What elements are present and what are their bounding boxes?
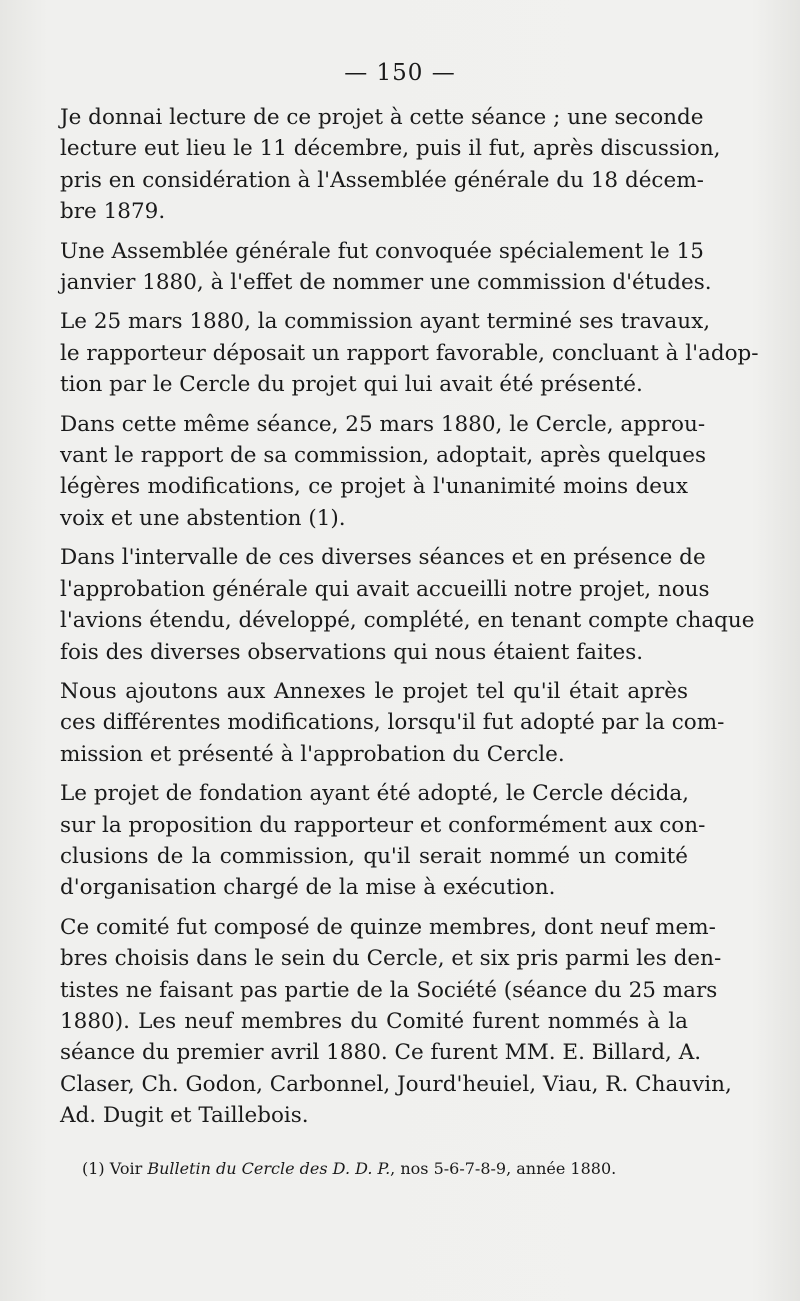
text-line: le rapporteur déposait un rapport favorable, concluant à l'adop- [60,340,759,366]
footnote-text-before: Voir [109,1159,143,1178]
text-line: Une Assemblée générale fut convoquée spécialement le 15 [60,238,704,264]
text-line: lecture eut lieu le 11 décembre, puis il fut, après discussion, [60,136,721,162]
text-line: Dans cette même séance, 25 mars 1880, le Cercle, approu- [60,411,706,437]
paragraph [60,542,755,668]
text-line: l'avions étendu, développé, complété, en tenant compte chaque [60,608,755,634]
text-line: Nous ajoutons aux Annexes le projet tel qu'il était après [60,678,688,704]
text-line: tistes ne faisant pas partie de la Société (séance du 25 mars [60,977,718,1003]
text-line: clusions de la commission, qu'il serait nommé un comité [60,843,688,869]
text-line: vant le rapport de sa commission, adoptait, après quelques [60,443,707,469]
text-line: Dans l'intervalle de ces diverses séances et en présence de [60,545,706,571]
footnote-italic-title: Bulletin du Cercle des D. D. P. [147,1159,391,1178]
text-line: Claser, Ch. Godon, Carbonnel, Jourd'heuiel, Viau, R. Chauvin, [60,1071,732,1097]
text-line: bres choisis dans le sein du Cercle, et six pris parmi les den- [60,946,722,972]
paragraph [60,306,759,400]
paragraph [60,409,707,535]
paragraph [60,102,721,228]
text-line: ces différentes modifications, lorsqu'il fut adopté par la com- [60,710,725,736]
paragraph [60,778,706,904]
text-line: mission et présenté à l'approbation du Cercle. [60,741,565,767]
footnote [82,1158,682,1180]
page-number: — 150 — [344,60,456,86]
body-text [60,102,759,1132]
paragraph [60,236,712,299]
text-line: 1880). Les neuf membres du Comité furent nommés à la [60,1008,688,1034]
text-line: bre 1879. [60,199,166,225]
text-line: fois des diverses observations qui nous étaient faites. [60,639,644,665]
paragraph [60,676,725,770]
footnote-mark: (1) [82,1159,105,1178]
text-line: Le 25 mars 1880, la commission ayant terminé ses travaux, [60,309,711,335]
text-line: Ce comité fut composé de quinze membres, dont neuf mem- [60,914,716,940]
text-line: l'approbation générale qui avait accueilli notre projet, nous [60,576,710,602]
text-line: d'organisation chargé de la mise à exécution. [60,875,556,901]
text-line: Le projet de fondation ayant été adopté, le Cercle décida, [60,781,690,807]
text-line: voix et une abstention (1). [60,505,346,531]
footnote-text-after: , nos 5-6-7-8-9, année 1880. [390,1159,617,1178]
text-line: Je donnai lecture de ce projet à cette séance ; une seconde [60,105,704,130]
text-line: pris en considération à l'Assemblée générale du 18 décem- [60,167,704,193]
text-line: Ad. Dugit et Taillebois. [60,1103,309,1129]
text-line: janvier 1880, à l'effet de nommer une commission d'études. [60,270,712,296]
text-line: séance du premier avril 1880. Ce furent MM. E. Billard, A. [60,1040,702,1066]
text-line: légères modifications, ce projet à l'unanimité moins deux [60,474,688,500]
text-line: tion par le Cercle du projet qui lui avait été présenté. [60,372,643,398]
paragraph [60,912,732,1132]
text-line: sur la proposition du rapporteur et conformément aux con- [60,812,706,838]
